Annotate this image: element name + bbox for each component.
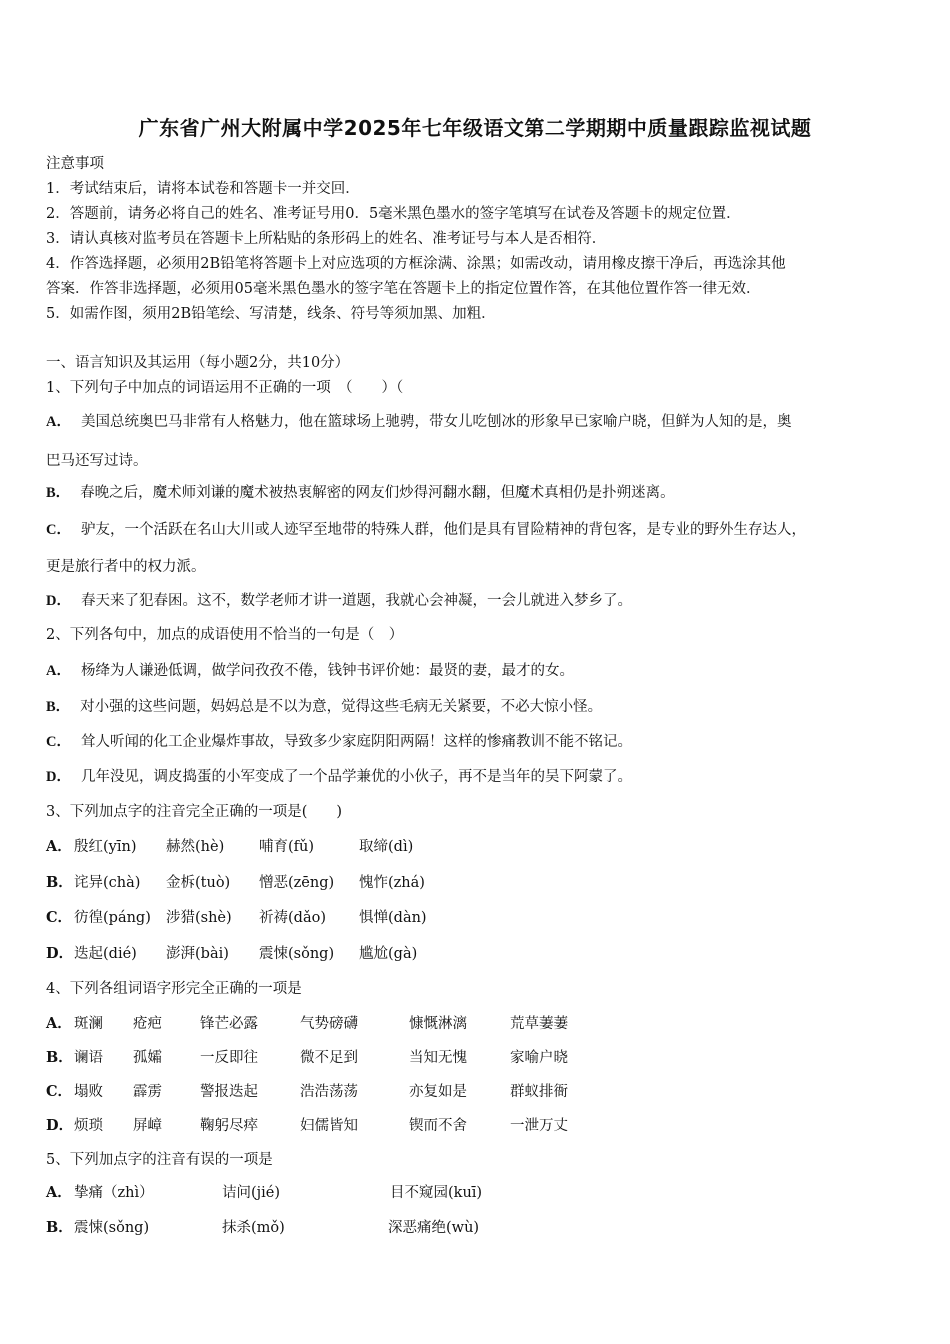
word-item: 家喻户晓 bbox=[510, 1050, 568, 1066]
option-label: D． bbox=[46, 593, 71, 609]
pinyin-item: 迭起(dié) bbox=[74, 946, 137, 962]
page-title: 广东省广州大附属中学2025年七年级语文第二学期期中质量跟踪监视试题 bbox=[138, 116, 812, 140]
word-item: 一反即往 bbox=[200, 1050, 258, 1066]
question-stem-1: 1、下列句子中加点的词语运用不正确的一项 （ ）（ bbox=[46, 380, 404, 396]
option-c bbox=[46, 518, 806, 539]
word-item: 烦琐 bbox=[74, 1118, 103, 1134]
word-item: 浩浩荡荡 bbox=[300, 1084, 358, 1100]
option-label: B． bbox=[46, 699, 71, 715]
option-label: B． bbox=[46, 1219, 73, 1236]
pinyin-item: 尴尬(gà) bbox=[359, 946, 418, 962]
pinyin-item: 诘问(jié) bbox=[222, 1185, 281, 1201]
option-text: 美国总统奥巴马非常有人格魅力，他在篮球场上驰骋，带女儿吃刨冰的形象早已家喻户晓，但鲜为人知的是，奥 bbox=[80, 414, 792, 430]
pinyin-item: 震悚(sǒng) bbox=[74, 1220, 150, 1236]
pinyin-item: 祈祷(dǎo) bbox=[259, 910, 326, 926]
question-stem-4: 4、下列各组词语字形完全正确的一项是 bbox=[46, 981, 302, 997]
option-text: 耸人听闻的化工企业爆炸事故，导致多少家庭阴阳两隔！这样的惨痛教训不能不铭记。 bbox=[80, 734, 632, 750]
option-text: 驴友，一个活跃在名山大川或人迹罕至地带的特殊人群，他们是具有冒险精神的背包客，是专业的野外生存达人， bbox=[80, 522, 806, 538]
word-item: 屏嶂 bbox=[133, 1118, 162, 1134]
question-stem-2: 2、下列各句中，加点的成语使用不恰当的一句是（ ） bbox=[46, 627, 404, 643]
option-a bbox=[46, 659, 574, 680]
notice-item: 5．如需作图，须用2B铅笔绘、写清楚，线条、符号等须加黑、加粗． bbox=[46, 306, 496, 322]
option-a-continued: 巴马还写过诗。 bbox=[46, 453, 148, 469]
pinyin-item: 惧惮(dàn) bbox=[359, 910, 427, 926]
option-text: 几年没见，调皮捣蛋的小军变成了一个品学兼优的小伙子，再不是当年的吴下阿蒙了。 bbox=[80, 769, 632, 785]
option-c bbox=[46, 730, 632, 751]
option-label: C． bbox=[46, 734, 71, 750]
pinyin-item: 挚痛（zhì） bbox=[74, 1185, 154, 1201]
pinyin-item: 抹杀(mǒ) bbox=[222, 1220, 285, 1236]
option-label: D． bbox=[46, 769, 71, 785]
option-label: A． bbox=[46, 838, 72, 855]
word-item: 微不足到 bbox=[300, 1050, 358, 1066]
option-label: D． bbox=[46, 1117, 74, 1134]
word-item: 当知无愧 bbox=[409, 1050, 467, 1066]
pinyin-item: 震悚(sǒng) bbox=[259, 946, 335, 962]
word-item: 疮疤 bbox=[133, 1016, 162, 1032]
option-label: C． bbox=[46, 1083, 73, 1100]
pinyin-item: 殷红(yīn) bbox=[74, 839, 137, 855]
option-label: B． bbox=[46, 874, 73, 891]
word-item: 气势磅礴 bbox=[300, 1016, 358, 1032]
option-text: 春晚之后，魔术师刘谦的魔术被热衷解密的网友们炒得河翻水翻，但魔术真相仍是扑朔迷离。 bbox=[80, 485, 675, 501]
pinyin-item: 目不窥园(kuī) bbox=[390, 1185, 483, 1201]
option-label: B． bbox=[46, 485, 71, 501]
word-item: 警报迭起 bbox=[200, 1084, 258, 1100]
notice-item: 3．请认真核对监考员在答题卡上所粘贴的条形码上的姓名、准考证号与本人是否相符． bbox=[46, 231, 607, 247]
notice-item: 4．作答选择题，必须用2B铅笔将答题卡上对应选项的方框涂满、涂黑；如需改动，请用橡皮擦干净后，再选涂其他 bbox=[46, 256, 786, 272]
word-item: 霹雳 bbox=[133, 1084, 162, 1100]
pinyin-item: 澎湃(bài) bbox=[166, 946, 229, 962]
option-a bbox=[46, 410, 791, 431]
pinyin-item: 涉猎(shè) bbox=[166, 910, 232, 926]
option-label: A． bbox=[46, 1015, 72, 1032]
word-item: 鞠躬尽瘁 bbox=[200, 1118, 258, 1134]
pinyin-item: 诧异(chà) bbox=[74, 875, 141, 891]
pinyin-item: 彷徨(páng) bbox=[74, 910, 151, 926]
notice-item: 答案．作答非选择题，必须用05毫米黑色墨水的签字笔在答题卡上的指定位置作答，在其他位置作答一律无效． bbox=[46, 281, 761, 297]
pinyin-item: 金柝(tuò) bbox=[166, 875, 231, 891]
option-c-continued: 更是旅行者中的权力派。 bbox=[46, 559, 206, 575]
section-heading: 一、语言知识及其运用（每小题2分，共10分） bbox=[46, 355, 350, 371]
word-item: 亦复如是 bbox=[409, 1084, 467, 1100]
word-item: 孤孀 bbox=[133, 1050, 162, 1066]
pinyin-item: 取缔(dì) bbox=[359, 839, 414, 855]
word-item: 荒草萋萋 bbox=[510, 1016, 568, 1032]
pinyin-item: 深恶痛绝(wù) bbox=[388, 1220, 480, 1236]
option-label: C． bbox=[46, 909, 73, 926]
option-text: 对小强的这些问题，妈妈总是不以为意，觉得这些毛病无关紧要，不必大惊小怪。 bbox=[80, 699, 603, 715]
option-label: C． bbox=[46, 522, 71, 538]
word-item: 一泄万丈 bbox=[510, 1118, 568, 1134]
option-label: D． bbox=[46, 945, 74, 962]
word-item: 斑澜 bbox=[74, 1016, 103, 1032]
option-b bbox=[46, 695, 602, 716]
pinyin-item: 憎恶(zēng) bbox=[259, 875, 335, 891]
word-item: 妇儒皆知 bbox=[300, 1118, 358, 1134]
word-item: 群蚁排衙 bbox=[510, 1084, 568, 1100]
option-label: A． bbox=[46, 663, 71, 679]
pinyin-item: 赫然(hè) bbox=[166, 839, 225, 855]
option-d bbox=[46, 765, 632, 786]
question-stem-5: 5、下列加点字的注音有误的一项是 bbox=[46, 1152, 273, 1168]
notice-item: 1．考试结束后，请将本试卷和答题卡一并交回． bbox=[46, 181, 360, 197]
word-item: 锋芒必露 bbox=[200, 1016, 258, 1032]
option-label: B． bbox=[46, 1049, 73, 1066]
notice-item: 2．答题前，请务必将自己的姓名、准考证号用0．5毫米黑色墨水的签字笔填写在试卷及答题卡的规定位置． bbox=[46, 206, 741, 222]
notice-heading: 注意事项 bbox=[46, 156, 104, 172]
option-d bbox=[46, 589, 632, 610]
option-text: 春天来了犯春困。这不，数学老师才讲一道题，我就心会神凝，一会儿就进入梦乡了。 bbox=[80, 593, 632, 609]
option-label: A． bbox=[46, 1184, 72, 1201]
word-item: 慷慨淋漓 bbox=[409, 1016, 467, 1032]
option-text: 杨绛为人谦逊低调，做学问孜孜不倦，钱钟书评价她：最贤的妻，最才的女。 bbox=[80, 663, 574, 679]
pinyin-item: 愧怍(zhá) bbox=[359, 875, 425, 891]
option-label: A． bbox=[46, 414, 71, 430]
pinyin-item: 哺育(fǔ) bbox=[259, 839, 315, 855]
question-stem-3: 3、下列加点字的注音完全正确的一项是( ) bbox=[46, 804, 343, 820]
word-item: 锲而不舍 bbox=[409, 1118, 467, 1134]
word-item: 塌败 bbox=[74, 1084, 103, 1100]
option-b bbox=[46, 481, 675, 502]
word-item: 谰语 bbox=[74, 1050, 103, 1066]
